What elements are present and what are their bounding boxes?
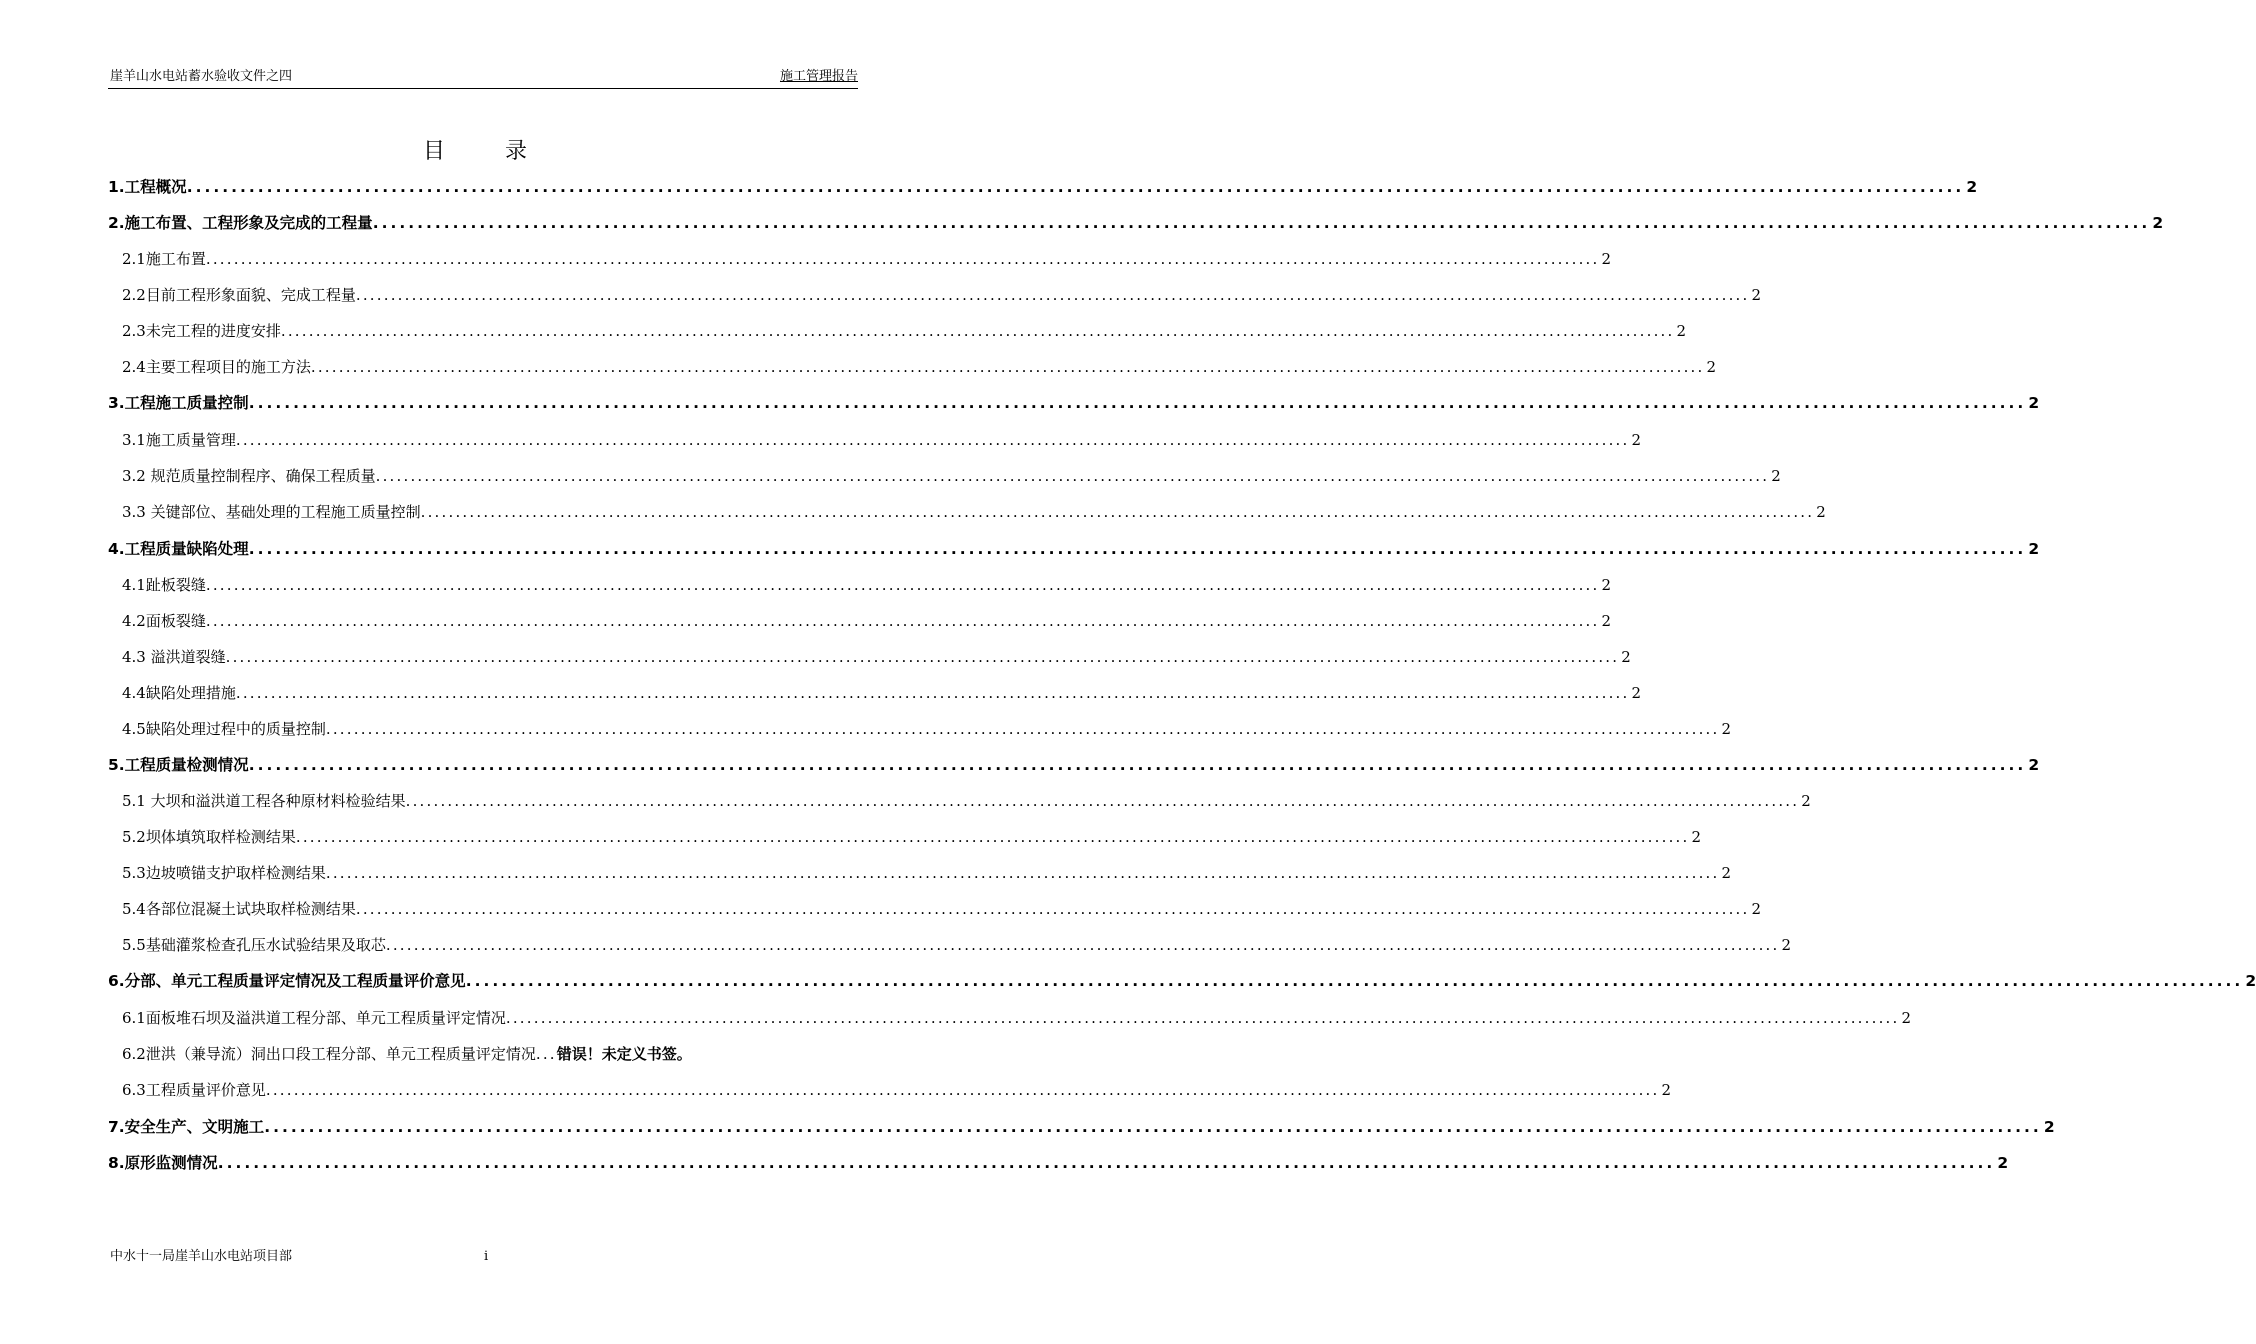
toc-dot-leader: ........................................................................................................................................................................................................ (325, 864, 1720, 882)
toc-dot-leader: ........................................................................................................................................................................................................ (248, 756, 2027, 774)
toc-subsection-link[interactable] (122, 246, 1612, 272)
toc-section-link[interactable] (108, 210, 2164, 236)
toc-dot-leader: ........................................................................................................................................................................................................ (235, 431, 1630, 449)
toc-section-link[interactable] (108, 752, 2040, 778)
footer-organization: 中水十一局崖羊山水电站项目部 (110, 1249, 293, 1264)
toc-heading-char-1: 目 (422, 139, 445, 164)
toc-subsection-link[interactable] (122, 427, 1642, 453)
toc-page-number: 2 (1691, 828, 1702, 846)
toc-entry-title: 2.1施工布置 (122, 250, 206, 268)
toc-heading (0, 134, 950, 165)
toc-subsection-link[interactable] (122, 1077, 1672, 1103)
toc-subsection-link[interactable] (122, 1041, 858, 1067)
toc-subsection-link[interactable] (122, 572, 1612, 598)
toc-entry-title: 6.分部、单元工程质量评定情况及工程质量评价意见 (108, 972, 466, 990)
toc-entry-title: 3.3 关键部位、基础处理的工程施工质量控制 (122, 503, 421, 521)
toc-section-link[interactable] (108, 536, 2040, 562)
page-header (108, 66, 858, 89)
toc-page-number: 2 (1901, 1009, 1912, 1027)
toc-page-number: 2 (1631, 684, 1642, 702)
toc-dot-leader: ........................................................................................................................................................................................................ (217, 1154, 1996, 1172)
toc-entry-title: 4.3 溢洪道裂缝 (122, 648, 226, 666)
toc-subsection-link[interactable] (122, 716, 1732, 742)
toc-entry-title: 5.工程质量检测情况 (108, 756, 249, 774)
toc-section-link[interactable] (108, 390, 2040, 416)
toc-dot-leader: ... (535, 1045, 557, 1063)
toc-page-number: 2 (1801, 792, 1811, 810)
toc-dot-leader: ........................................................................................................................................................................................................ (385, 936, 1780, 954)
toc-dot-leader: ........................................................................................................................................................................................................ (265, 1081, 1660, 1099)
toc-subsection-link[interactable] (122, 1005, 1912, 1031)
toc-page-number: 2 (1601, 576, 1612, 594)
toc-dot-leader: ........................................................................................................................................................................................................ (505, 1009, 1900, 1027)
toc-page-number: 2 (1721, 864, 1732, 882)
toc-section-link[interactable] (108, 968, 2256, 994)
toc-page-number: 2 (1751, 900, 1762, 918)
toc-dot-leader: ........................................................................................................................................................................................................ (375, 467, 1770, 485)
toc-entry-title: 3.工程施工质量控制 (108, 394, 249, 412)
toc-entry-title: 5.4各部位混凝土试块取样检测结果 (122, 900, 356, 918)
footer-page-number: i (484, 1249, 489, 1264)
toc-dot-leader: ........................................................................................................................................................................................................ (465, 972, 2244, 990)
toc-dot-leader: ........................................................................................................................................................................................................ (264, 1118, 2042, 1136)
toc-section-link[interactable] (108, 174, 1978, 200)
toc-dot-leader: ........................................................................................................................................................................................................ (205, 612, 1600, 630)
toc-entry-title: 2.3未完工程的进度安排 (122, 322, 281, 340)
toc-page-number: 2 (1661, 1081, 1672, 1099)
toc-page-number: 2 (1721, 720, 1732, 738)
toc-entry-title: 6.2泄洪（兼导流）洞出口段工程分部、单元工程质量评定情况 (122, 1045, 536, 1063)
toc-dot-leader: ........................................................................................................................................................................................................ (405, 792, 1800, 810)
toc-subsection-link[interactable] (122, 644, 1631, 670)
toc-subsection-link[interactable] (122, 354, 1717, 380)
toc-subsection-link[interactable] (122, 608, 1612, 634)
toc-dot-leader: ........................................................................................................................................................................................................ (186, 178, 1965, 196)
toc-page-number: 2 (1631, 431, 1642, 449)
toc-section-link[interactable] (108, 1114, 2055, 1140)
toc-entry-title: 2.4主要工程项目的施工方法 (122, 358, 311, 376)
toc-subsection-link[interactable] (122, 499, 1826, 525)
toc-page-number: 2 (1751, 286, 1762, 304)
toc-entry-title: 2.2目前工程形象面貌、完成工程量 (122, 286, 356, 304)
toc-subsection-link[interactable] (122, 680, 1642, 706)
toc-dot-leader: ........................................................................................................................................................................................................ (248, 394, 2027, 412)
toc-page-number: 2 (1621, 648, 1631, 666)
toc-dot-leader: ........................................................................................................................................................................................................ (372, 214, 2151, 232)
toc-dot-leader: ........................................................................................................................................................................................................ (325, 720, 1720, 738)
toc-page-number: 2 (1601, 612, 1612, 630)
toc-entry-title: 6.3工程质量评价意见 (122, 1081, 266, 1099)
toc-entry-title: 4.1趾板裂缝 (122, 576, 206, 594)
toc-page-number: 2 (1966, 178, 1978, 196)
toc-page-number: 2 (1997, 1154, 2009, 1172)
toc-page-number: 2 (1771, 467, 1781, 485)
toc-subsection-link[interactable] (122, 318, 1687, 344)
toc-dot-leader: ........................................................................................................................................................................................................ (420, 503, 1815, 521)
toc-entry-title: 4.5缺陷处理过程中的质量控制 (122, 720, 326, 738)
toc-entry-title: 5.1 大坝和溢洪道工程各种原材料检验结果 (122, 792, 406, 810)
toc-page-number: 2 (1816, 503, 1826, 521)
toc-entry-title: 3.2 规范质量控制程序、确保工程质量 (122, 467, 376, 485)
toc-page-number: 2 (1601, 250, 1612, 268)
toc-entry-title: 6.1面板堆石坝及溢洪道工程分部、单元工程质量评定情况 (122, 1009, 506, 1027)
toc-page-number: 2 (1781, 936, 1792, 954)
header-document-title: 崖羊山水电站蓄水验收文件之四 (110, 69, 293, 84)
toc-entry-title: 2.施工布置、工程形象及完成的工程量 (108, 214, 373, 232)
toc-entry-title: 4.工程质量缺陷处理 (108, 540, 249, 558)
toc-dot-leader: ........................................................................................................................................................................................................ (295, 828, 1690, 846)
toc-subsection-link[interactable] (122, 860, 1732, 886)
toc-dot-leader: ........................................................................................................................................................................................................ (280, 322, 1675, 340)
toc-page-number: 2 (1706, 358, 1717, 376)
toc-subsection-link[interactable] (122, 788, 1811, 814)
toc-dot-leader: ........................................................................................................................................................................................................ (225, 648, 1620, 666)
toc-page-number: 2 (2028, 756, 2040, 774)
toc-dot-leader: ........................................................................................................................................................................................................ (355, 286, 1750, 304)
toc-subsection-link[interactable] (122, 463, 1781, 489)
header-report-title: 施工管理报告 (779, 69, 858, 84)
toc-heading-char-2: 录 (505, 139, 528, 164)
toc-entry-title: 3.1施工质量管理 (122, 431, 236, 449)
toc-entry-title: 4.4缺陷处理措施 (122, 684, 236, 702)
toc-page-number: 2 (2043, 1118, 2055, 1136)
toc-entry-title: 5.5基础灌浆检查孔压水试验结果及取芯 (122, 936, 386, 954)
toc-entry-title: 7.安全生产、文明施工 (108, 1118, 265, 1136)
toc-page-number: 2 (2245, 972, 2256, 990)
toc-subsection-link[interactable] (122, 824, 1702, 850)
toc-entry-title: 5.3边坡喷锚支护取样检测结果 (122, 864, 326, 882)
toc-entry-title: 5.2坝体填筑取样检测结果 (122, 828, 296, 846)
toc-section-link[interactable] (108, 1150, 2009, 1176)
toc-dot-leader: ........................................................................................................................................................................................................ (235, 684, 1630, 702)
toc-subsection-link[interactable] (122, 932, 1792, 958)
toc-dot-leader: ........................................................................................................................................................................................................ (248, 540, 2027, 558)
toc-page-number: 2 (1676, 322, 1687, 340)
toc-dot-leader: ........................................................................................................................................................................................................ (355, 900, 1750, 918)
toc-page-number: 2 (2028, 540, 2040, 558)
toc-page-number: 2 (2152, 214, 2164, 232)
toc-subsection-link[interactable] (122, 282, 1762, 308)
toc-subsection-link[interactable] (122, 896, 1762, 922)
toc-entry-title: 8.原形监测情况 (108, 1154, 218, 1172)
toc-dot-leader: ........................................................................................................................................................................................................ (310, 358, 1705, 376)
toc-dot-leader: ........................................................................................................................................................................................................ (205, 250, 1600, 268)
toc-dot-leader: ........................................................................................................................................................................................................ (205, 576, 1600, 594)
toc-entry-title: 1.工程概况 (108, 178, 187, 196)
toc-bookmark-error: 错误！未定义书签。 (556, 1045, 692, 1063)
toc-entry-title: 4.2面板裂缝 (122, 612, 206, 630)
toc-page-number: 2 (2028, 394, 2040, 412)
